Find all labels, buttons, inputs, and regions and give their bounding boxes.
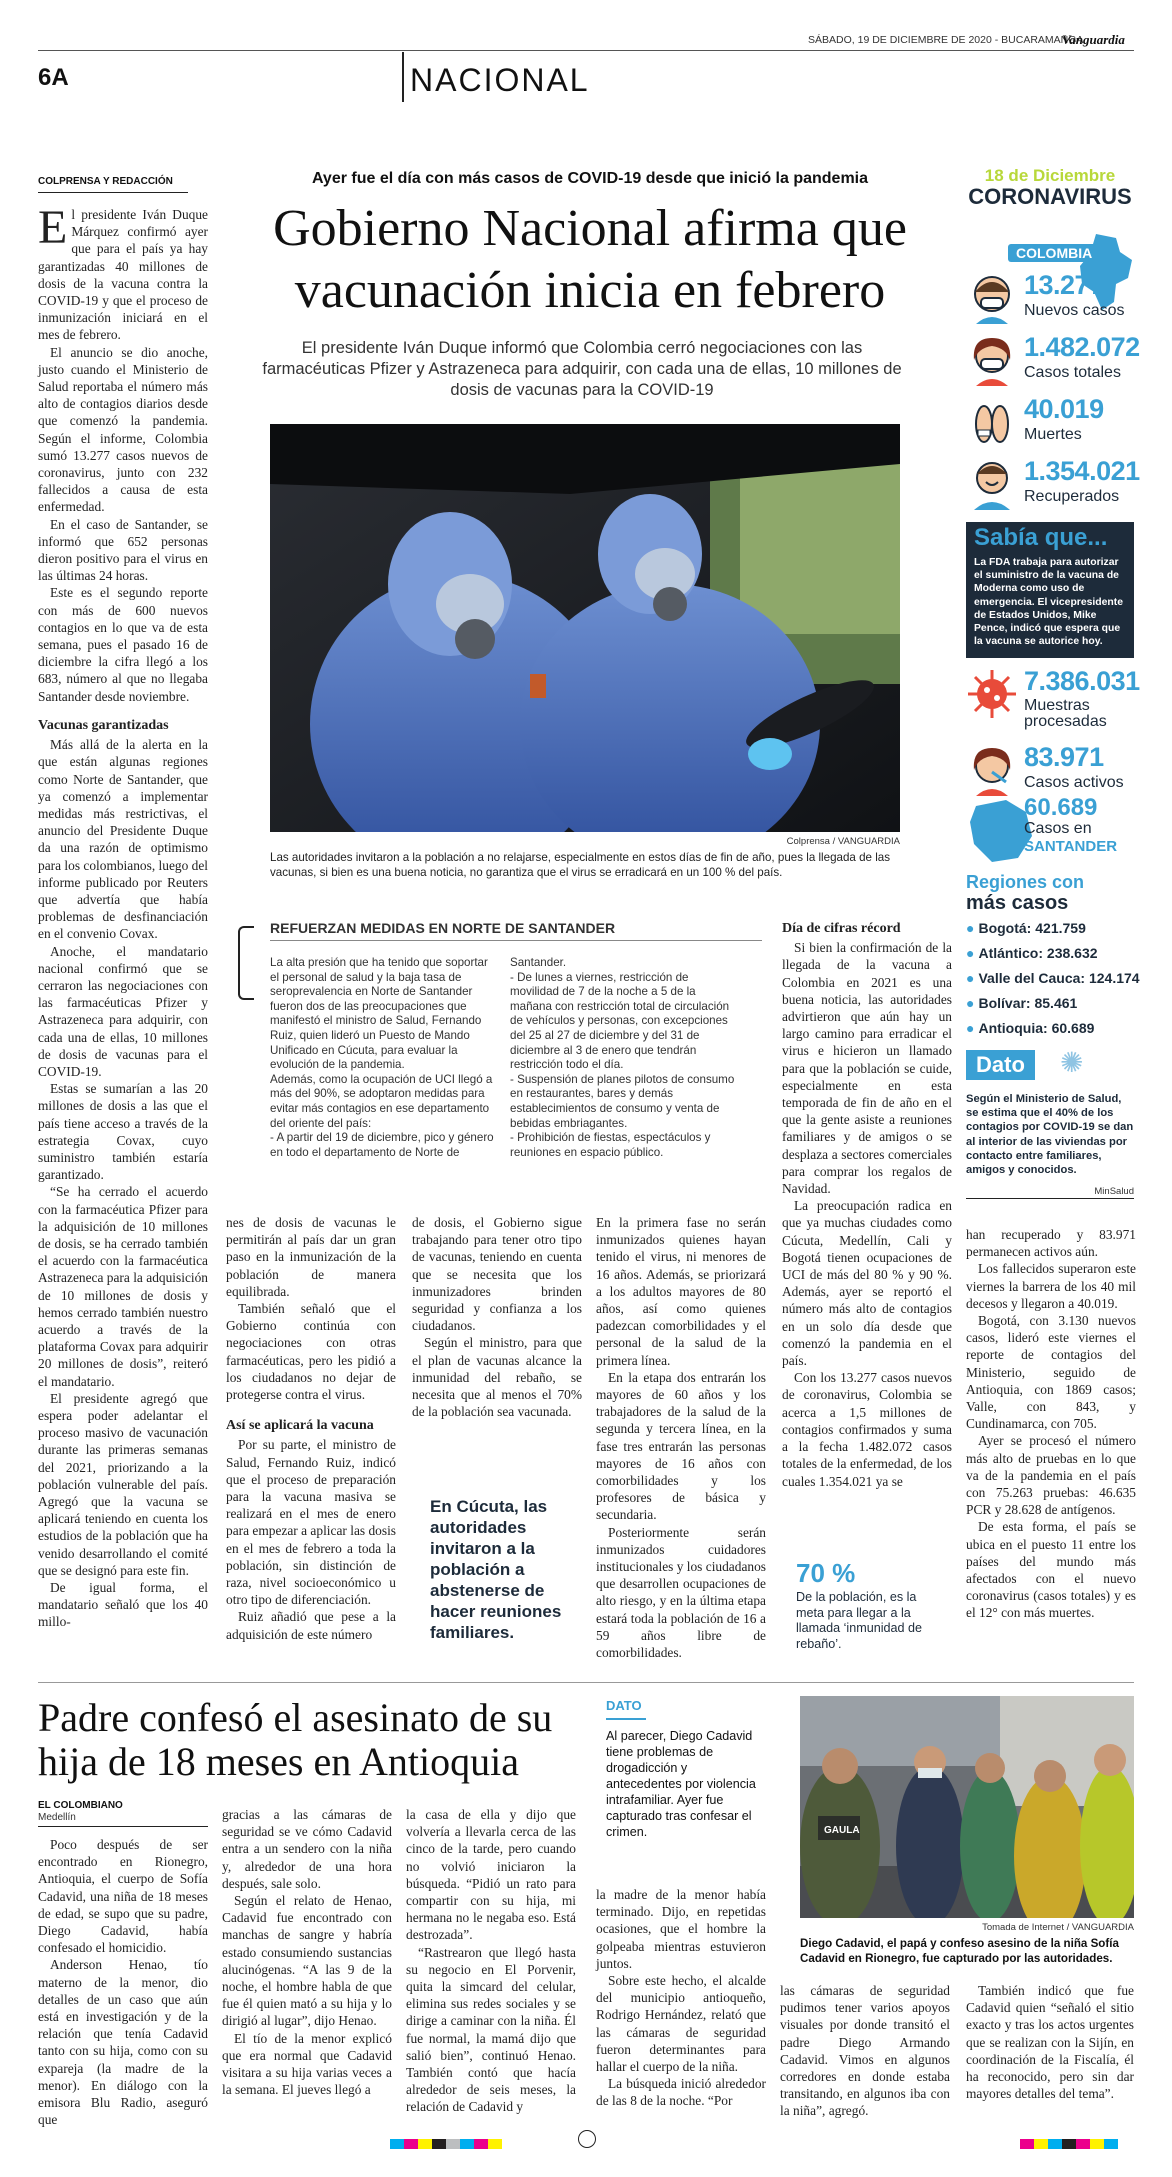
dato-label: DATO — [606, 1698, 642, 1713]
paragraph: la madre de la menor había terminado. Dijo, en repetidas ocasiones, que el hombre la golpeaba mientras estuvieron juntos. — [596, 1887, 766, 1971]
registration-mark-icon — [578, 2130, 596, 2148]
paragraph: las cámaras de seguridad pudimos tener varios apoyos visuales por donde transitó el padre Diego Armando Cadavid. Vimos en algunos corredores en donde estaba transitando, en algunos iba con la niña”, agregó. — [780, 1983, 950, 2119]
brand-logo: Vanguardia — [1062, 32, 1125, 47]
dropcap: E — [38, 201, 68, 254]
sabia-title: Sabía que... — [974, 524, 1108, 551]
paragraph: De esta forma, el país se ubica en el puesto 11 entre los países del mundo más afectados con el nuevo coronavirus (casos totales) y es el 12° con más muertes. — [966, 1519, 1136, 1621]
region-value: 238.632 — [1046, 945, 1098, 961]
health-workers-in-car-image — [270, 424, 900, 832]
paragraph: El presidente agregó que espera poder adelantar el proceso masivo de vacunación durante las primeras semanas del 2021, priorizando a la población vulnerable del país. Agregó que la vacuna se aplicará teniendo en cuenta los estudios de la población que ha venido desarrollando el comité que se designó para este fin. — [38, 1390, 208, 1578]
ns-box-title: REFUERZAN MEDIDAS EN NORTE DE SANTANDER — [270, 920, 616, 936]
paragraph: Si bien la confirmación de la llegada de la vacuna a Colombia en 2021 es una buena noticia, las autoridades advirtieron que aún hay un largo camino para erradicar el virus e hicieron un llamado para que la población se cuide, especialmente en esta temporada de fin de año en el que la gente asiste a reuniones familiares y de amigos o se desplaza a sectores comerciales para comprar los regalos de Navidad. — [782, 940, 952, 1197]
region-name: Bolívar: — [978, 995, 1031, 1011]
second-column-3 — [406, 1806, 576, 2116]
region-name: Valle del Cauca: — [978, 970, 1086, 986]
ns-box-col-2 — [510, 956, 740, 1160]
paragraph: han recuperado y 83.971 permanecen activos aún. — [966, 1227, 1136, 1260]
paragraph: la casa de ella y dijo que volvería a llevarla cerca de las cinco de la tarde, pero cuando no volvió iniciaron la búsqueda. “Pidió un rato para compartir con su hija, mi hermana no le negaba eso. Está destrozada”. — [406, 1807, 576, 1943]
paragraph: También indicó que fue Cadavid quien “señaló el sitio exacto y tras los actos urgentes que se realizan con la Sijín, en coordinación de la Fiscalía, él ha reconocido, pero sin dar mayores detalles del tema”. — [966, 1983, 1134, 2102]
headline-line-1: Gobierno Nacional afirma que — [273, 200, 907, 257]
story-separator — [38, 1682, 1134, 1683]
paragraph: Ayer se procesó el número más alto de pruebas en lo que va de la pandemia en el país con 75.263 pruebas: 46.635 PCR y 28.628 de antígenos. — [966, 1433, 1136, 1518]
stat-label: Casos activos — [1024, 774, 1124, 791]
stat-value: 83.971 — [1024, 742, 1104, 772]
paragraph: En el caso de Santander, se informó que 652 personas dieron positivo para el virus en las últimas 24 horas. — [38, 516, 208, 584]
headline-line-2: vacunación inicia en febrero — [294, 262, 886, 319]
paragraph: Anderson Henao, tío materno de la menor, dio detalles de un caso que aún está en investigación y de la relación que tenía Cadavid tanto con su hija, como con su expareja (la madre de la menor). En diálogo con la emisora Blu Radio, aseguró que — [38, 1957, 208, 2128]
subhead: Vacunas garantizadas — [38, 717, 169, 733]
section-divider — [402, 52, 404, 102]
subhead: Así se aplicará la vacuna — [226, 1418, 374, 1434]
paragraph: El tío de la menor explicó que era normal que Cadavid visitara a su hija varias veces a la semana. El jueves llegó a — [222, 2030, 392, 2098]
headline-line-2: hija de 18 meses en Antioquia — [38, 1739, 520, 1784]
paragraph: Por su parte, el ministro de Salud, Fernando Ruiz, indicó que el proceso de preparación para la vacuna masiva se realizará en el mes de enero para empezar a aplicar las dosis en el mes de febrero a toda la población, sin distinción de raza, nivel socioeconómico u otro tipo de diferenciación. — [226, 1437, 396, 1608]
paragraph: “Se ha cerrado el acuerdo con la farmacéutica Pfizer para la adquisición de 10 millones de dosis, se ha cerrado también el acuerdo con la farmacéutica Astrazeneca para la adquisición de 10 millones de dosis y hemos cerrado también nuestro acuerdo a través de la plataforma Covax para adquirir 20 millones de dosis”, reiteró el mandatario. — [38, 1184, 208, 1389]
box-paragraph: - De lunes a viernes, restricción de movilidad de 7 de la noche a 5 de la mañana con restricción total de circulación de vehículos y personas, con excepciones del 25 al 27 de diciembre y del 31 de diciembre al 3 de enero que tendrán restricción todo el día. — [510, 970, 730, 1072]
paragraph: de dosis, el Gobierno sigue trabajando para tener otro tipo de vacunas, teniendo en cuenta que se necesita que los inmunizadores brinden seguridad y confianza a los ciudadanos. — [412, 1215, 582, 1334]
paragraph: Estas se sumarían a las 20 millones de dosis a las que el país tiene acceso a través de la estrategia Covax, cuyo suministro también estaría garantizado. — [38, 1081, 208, 1183]
stat-muestras — [966, 664, 1140, 742]
box-paragraph: - Suspensión de planes pilotos de consumo en restaurantes, bares y demás establecimientos de consumo y venta de bebidas embriagantes. — [510, 1072, 735, 1130]
subhead: Día de cifras récord — [782, 921, 901, 936]
header-rule — [38, 50, 1134, 51]
second-column-6 — [966, 1982, 1134, 2102]
dato-rule — [966, 1198, 1134, 1199]
box-bracket — [238, 926, 254, 1000]
region-item — [966, 995, 1077, 1011]
deck: El presidente Iván Duque informó que Colombia cerró negociaciones con las farmacéuticas Pfizer y Astrazeneca para adquirir, con cada una de ellas, 10 millones de dosis de vacunas para la COVID-19 — [262, 339, 902, 399]
regiones-title-1: Regiones con — [966, 872, 1085, 892]
paragraph: En la etapa dos entrarán los mayores de 60 años y los trabajadores de la salud de la segunda y tercera línea, en la fase tres entrarán las personas mayores de 16 años con comorbilidades y los profesores de básica y secundaria. — [596, 1369, 766, 1523]
paragraph: Anoche, el mandatario nacional confirmó que se cerraron las negociaciones con las farmacéuticas Pfizer y Astrazeneca para adquirir, con cada una de ellas, 10 millones de dosis de vacunas para el COVID-19. — [38, 943, 208, 1079]
paragraph: gracias a las cámaras de seguridad se ve cómo Cadavid entra a un sendero con la niña y, alrededor de una hora después, sale solo. — [222, 1807, 392, 1891]
region-item — [966, 945, 1098, 961]
region-value: 124.174 — [1088, 970, 1140, 986]
arrest-photo — [800, 1696, 1134, 1918]
region-item — [966, 1020, 1094, 1036]
main-column-4 — [596, 1214, 766, 1661]
stat-value: 7.386.031 — [1024, 666, 1140, 696]
second-place: Medellín — [38, 1812, 76, 1823]
person-icon — [966, 458, 1018, 510]
bullet-icon: ● — [966, 995, 975, 1011]
main-column-3 — [412, 1214, 582, 1420]
paragraph: Según el relato de Henao, Cadavid fue encontrado con manchas de sangre y habría estado consumiendo sustancias alucinógenas. “A las 9 de la noche, el hombre habla de que fue él quien mató a su hija y lo dirigió al lugar”, dijo Henao. — [222, 1893, 392, 2029]
sabia-text: La FDA trabaja para autorizar el suministro de la vacuna de Moderna como uso de emergencia. El vicepresidente de Estados Unidos, Mike Pence, indicó que espera que la vacuna se autorice hoy. — [974, 557, 1124, 648]
registration-bar-left — [390, 2136, 502, 2154]
second-photo-caption: Diego Cadavid, el papá y confeso asesino de la niña Sofía Cadavid en Rionegro, fue capturado por las autoridades. — [800, 1937, 1119, 1965]
bullet-icon: ● — [966, 945, 975, 961]
second-byline: EL COLOMBIANO — [38, 1800, 123, 1811]
second-column-2 — [222, 1806, 392, 2098]
sabia-box — [966, 522, 1134, 658]
dato-label-rule — [606, 1718, 646, 1720]
stat-label: Nuevos casos — [1024, 302, 1125, 319]
stat-recuperados — [966, 454, 1140, 532]
stat-value: 1.354.021 — [1024, 456, 1140, 486]
registration-bar-right — [1020, 2136, 1118, 2154]
paragraph: La preocupación radica en que ya muchas ciudades como Cúcuta, Medellín, Cali y Bogotá tienen ocupaciones de UCI de más del 80 % y 90 %. Además, ayer se reportó el número más alto de contagios en un solo día desde que comenzó la pandemia en el país. — [782, 1198, 952, 1369]
paragraph: Según el ministro, para que el plan de vacunas alcance la inmunidad del rebaño, se necesita que al menos el 70% de la población sea vacunada. — [412, 1335, 582, 1420]
paragraph: Este es el segundo reporte con más de 600 nuevos contagios en lo que va de esta semana, pues el pasado 16 de diciembre la cifra llegó a los 683, número al que no llegaba Santander desde noviembre. — [38, 585, 208, 704]
region-item — [966, 970, 1140, 986]
sidebar-date: 18 de Diciembre — [984, 166, 1116, 185]
santander-value: 60.689 — [1024, 794, 1098, 821]
ns-box-col-1 — [270, 956, 500, 1160]
byline-rule — [38, 1826, 208, 1827]
woman-mask-icon — [966, 334, 1018, 386]
santander-label-1: Casos en — [1024, 820, 1092, 837]
virus-decor-icon: ✺ — [1060, 1048, 1084, 1079]
paragraph: De igual forma, el mandatario señaló que los 40 millo- — [38, 1580, 208, 1630]
bullet-icon: ● — [966, 1020, 975, 1036]
country-tag: COLOMBIA — [1008, 244, 1100, 262]
paragraph: El anuncio se dio anoche, justo cuando el Ministerio de Salud reportaba el número más alto de contagios diarios desde que comenzó la pandemia. Según el informe, Colombia sumó 13.277 casos nuevos de coronavirus, junto con 232 fallecidos a causa de esta enfermedad. — [38, 344, 208, 515]
second-dato-text: Al parecer, Diego Cadavid tiene problemas de drogadicción y antecedentes por violencia intrafamiliar. Ayer fue capturado tras confesar el crimen. — [606, 1729, 756, 1839]
paragraph: Sobre este hecho, el alcalde del municipio antioqueño, Rodrigo Hernández, relató que las cámaras de seguridad fueron determinantes para hallar el cuerpo de la niña. — [596, 1973, 766, 2075]
box-paragraph: Además, como la ocupación de UCI llegó a más del 90%, se adoptaron medidas para evitar más contagios en ese departamento del oriente del país: — [270, 1072, 493, 1130]
paragraph: Poco después de ser encontrado en Rionegro, Antioquia, el cuerpo de Sofía Cadavid, una niña de 18 meses de edad, se supo que su padre, Diego Cadavid, había confesado el homicidio. — [38, 1837, 208, 1956]
dato-tag: Dato — [966, 1050, 1035, 1080]
virus-icon — [966, 668, 1018, 720]
woman-thermometer-icon — [966, 744, 1018, 796]
stat-value: 1.482.072 — [1024, 332, 1140, 362]
region-name: Bogotá: — [978, 920, 1032, 936]
box-paragraph: La alta presión que ha tenido que soportar el personal de salud y la baja tasa de seroprevalencia en Norte de Santander fueron dos de las preocupaciones que manifestó el ministro de Salud, Fernando Ruiz, quien lideró un Puesto de Mando Unificado en Cúcuta, para evaluar la evolución de la pandemia. — [270, 956, 488, 1072]
paragraph: Posteriormente serán inmunizados cuidadores institucionales y los ciudadanos que desarrollen ocupaciones de alto riesgo, y en la última etapa estará toda la población de 16 a 59 años libre de comorbilidades. — [596, 1524, 766, 1661]
bullet-icon: ● — [966, 970, 975, 986]
stat-value: 40.019 — [1024, 394, 1104, 424]
region-value: 85.461 — [1034, 995, 1078, 1011]
box-paragraph: - A partir del 19 de diciembre, pico y género en todo el departamento de Norte de — [270, 1131, 494, 1159]
page-number: 6A — [38, 64, 69, 91]
paragraph: La búsqueda inició alrededor de las 8 de la noche. “Por — [596, 2076, 766, 2109]
second-column-4 — [596, 1886, 766, 2110]
regiones-title-2: más casos — [966, 892, 1069, 914]
ns-box-rule — [270, 940, 762, 941]
paragraph: En la primera fase no serán inmunizados quienes hayan tenido el virus, ni menores de 16 años. Además, se priorizará a los adultos mayores de 80 años, así como quienes padezcan comorbilidades y el personal de la salud de la primera línea. — [596, 1215, 766, 1368]
paragraph: Los fallecidos superaron este viernes la barrera de los 40 mil decesos y llegaron a 40.019. — [966, 1261, 1136, 1311]
paragraph: Más allá de la alerta en la que están algunas regiones como Norte de Santander, que ya comenzó a implementar medidas más restrictivas, el anuncio del Presidente Duque da una razón de optimismo para los colombianos, luego del informe publicado por Reuters que advertía que había problemas de desfinanciación en el convenio Covax. — [38, 737, 208, 942]
byline: COLPRENSA Y REDACCIÓN — [38, 176, 173, 187]
second-column-1 — [38, 1836, 208, 2128]
second-column-5 — [780, 1982, 950, 2120]
vest-text: GAULA — [824, 1825, 860, 1836]
box-paragraph: Santander. — [510, 956, 567, 969]
paragraph: Bogotá, con 3.130 nuevos casos, lideró este viernes el reporte de contagios del Ministerio, seguido de Antioquia, con 1869 casos; Valle, con 843, y Cundinamarca, con 705. — [966, 1313, 1136, 1432]
stat-value: 13.277 — [1024, 270, 1104, 300]
region-name: Antioquia: — [978, 1020, 1048, 1036]
byline-rule — [38, 192, 188, 193]
dateline: SÁBADO, 19 DE DICIEMBRE DE 2020 - BUCARAMANGA — [808, 34, 1084, 46]
region-name: Atlántico: — [978, 945, 1044, 961]
region-value: 60.689 — [1051, 1020, 1095, 1036]
paragraph: También señaló que el Gobierno continúa con negociaciones con otras farmacéuticas, pero les pidió a los ciudadanos no dejar de protegerse contra el virus. — [226, 1301, 396, 1403]
dato-text: Según el Ministerio de Salud, se estima que el 40% de los contagios por COVID-19 se dan al interior de las viviendas por contacto entre familiares, amigos y conocidos. — [966, 1093, 1134, 1177]
photo-credit: Colprensa / VANGUARDIA — [786, 836, 900, 847]
main-column-6 — [966, 1226, 1136, 1622]
child-mask-icon — [966, 272, 1018, 324]
paragraph: “Rastrearon que llegó hasta su negocio en El Porvenir, quita la simcard del celular, elimina sus redes sociales y se dirige a caminar con la niña. Él fue normal, la mamá dijo que salió bien”, continuó Henao. También contó que hacía alrededor de seis meses, la relación de Cadavid y — [406, 1944, 576, 2115]
paragraph: Ruiz añadió que pese a la adquisición de este número — [226, 1609, 396, 1642]
paragraph: l presidente Iván Duque Márquez confirmó ayer que para el país ya hay garantizadas 40 millones de dosis de la vacuna contra la COVID-19 y que el proceso de inmunización iniciará en el mes de febrero. — [38, 207, 208, 343]
main-column-2 — [226, 1214, 396, 1643]
paragraph: nes de dosis de vacunas le permitirán al país dar un gran paso en la inmunización de la población de manera equilibrada. — [226, 1215, 396, 1299]
second-photo-credit: Tomada de Internet / VANGUARDIA — [982, 1922, 1134, 1933]
second-headline — [38, 1696, 578, 1784]
kicker: Ayer fue el día con más casos de COVID-19 desde que inició la pandemia — [311, 170, 869, 187]
stat-label: Muertes — [1024, 426, 1082, 443]
stat-label: Casos totales — [1024, 364, 1121, 381]
stat-70-number: 70 % — [796, 1558, 856, 1588]
feet-icon — [966, 396, 1018, 448]
box-paragraph: - Prohibición de fiestas, espectáculos y reuniones en espacio público. — [510, 1131, 711, 1159]
santander-label-2: SANTANDER — [1024, 838, 1118, 855]
paragraph: Con los 13.277 casos nuevos de coronavirus, Colombia se acerca a 1,5 millones de contagios confirmados y suma a la fecha 1.482.072 casos totales de la enfermedad, de los cuales 1.354.021 ya se — [782, 1370, 952, 1489]
sidebar-title: CORONAVIRUS — [968, 184, 1132, 209]
photo-caption: Las autoridades invitaron a la población a no relajarse, especialmente en estos días de fin de año, pues la llegada de las vacunas, si bien es una buena noticia, no garantiza que el virus se erradicará en un 100 % del país. — [270, 851, 891, 879]
main-photo — [270, 424, 900, 832]
region-value: 421.759 — [1035, 920, 1086, 936]
stat-70-text: De la población, es la meta para llegar a la llamada ‘inmunidad de rebaño’. — [796, 1590, 923, 1651]
main-headline — [220, 198, 960, 322]
region-item — [966, 920, 1086, 936]
main-column-cifras — [782, 920, 952, 1490]
stat-label: Recuperados — [1024, 488, 1120, 505]
headline-line-1: Padre confesó el asesinato de su — [38, 1695, 553, 1740]
section-title: NACIONAL — [410, 62, 590, 98]
pull-quote: En Cúcuta, las autoridades invitaron a la población a abstenerse de hacer reuniones familiares. — [430, 1497, 562, 1642]
bullet-icon: ● — [966, 920, 975, 936]
stat-label: Muestras procesadas — [1024, 697, 1107, 730]
main-column-1 — [38, 201, 208, 1631]
dato-source: MinSalud — [1094, 1186, 1134, 1197]
arrest-scene-image — [800, 1696, 1134, 1918]
